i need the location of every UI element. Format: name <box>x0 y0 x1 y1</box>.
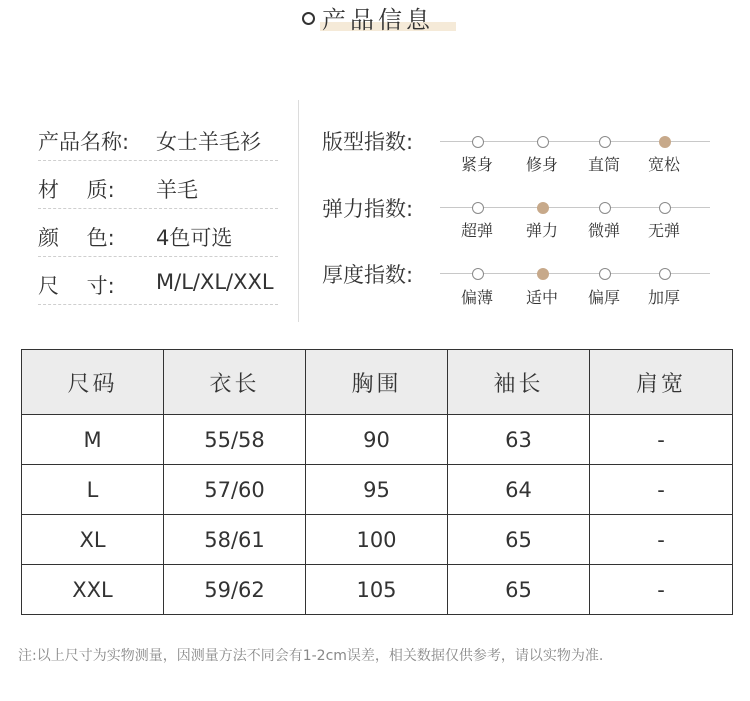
table-row <box>22 515 733 565</box>
table-cell: XL <box>22 515 164 565</box>
index-title: 厚度指数: <box>322 263 414 287</box>
table-row <box>22 465 733 515</box>
info-row-color <box>38 212 278 257</box>
info-value: 4色可选 <box>156 226 233 250</box>
table-cell: 64 <box>448 465 590 515</box>
table-cell: 58/61 <box>164 515 306 565</box>
table-cell: 100 <box>306 515 448 565</box>
index-option: 宽松 <box>647 155 680 174</box>
table-header-row <box>22 350 733 415</box>
table-cell: 55/58 <box>164 415 306 465</box>
index-option: 加厚 <box>647 288 680 307</box>
info-row-name <box>38 116 278 161</box>
index-title: 版型指数: <box>322 130 414 154</box>
table-cell: 90 <box>306 415 448 465</box>
index-option: 偏厚 <box>587 288 620 307</box>
table-cell: L <box>22 465 164 515</box>
size-table <box>21 349 733 615</box>
index-title: 弹力指数: <box>322 197 414 221</box>
table-cell: - <box>590 415 733 465</box>
index-dot <box>472 136 484 148</box>
table-cell: - <box>590 565 733 615</box>
index-dot <box>537 202 549 214</box>
index-dot <box>599 268 611 280</box>
table-cell: XXL <box>22 565 164 615</box>
index-option: 偏薄 <box>460 288 493 307</box>
info-label: 尺 寸: <box>38 274 115 298</box>
table-cell: 59/62 <box>164 565 306 615</box>
info-label: 颜 色: <box>38 226 115 250</box>
info-row-material <box>38 164 278 209</box>
index-dot <box>599 202 611 214</box>
index-option: 超弹 <box>460 221 493 240</box>
index-dot <box>537 136 549 148</box>
footnote: 注:以上尺寸为实物测量，因测量方法不同会有1-2cm误差，相关数据仅供参考，请以实物为准. <box>18 648 604 664</box>
info-value: 女士羊毛衫 <box>156 130 261 154</box>
info-value: 羊毛 <box>156 178 198 202</box>
table-cell: 57/60 <box>164 465 306 515</box>
table-cell: 65 <box>448 565 590 615</box>
info-label: 材 质: <box>38 178 115 202</box>
table-header-cell: 袖长 <box>448 350 590 415</box>
table-cell: 105 <box>306 565 448 615</box>
index-dot <box>599 136 611 148</box>
info-row-size <box>38 260 278 305</box>
table-cell: 65 <box>448 515 590 565</box>
table-header-cell: 尺码 <box>22 350 164 415</box>
index-option: 适中 <box>525 288 558 307</box>
table-cell: - <box>590 465 733 515</box>
index-option: 直筒 <box>587 155 620 174</box>
table-header-cell: 衣长 <box>164 350 306 415</box>
page-title: 产品信息 <box>322 6 434 34</box>
info-label: 产品名称: <box>38 130 130 154</box>
table-row <box>22 565 733 615</box>
index-dot <box>537 268 549 280</box>
table-cell: 95 <box>306 465 448 515</box>
circle-icon <box>302 12 315 25</box>
info-value: M/L/XL/XXL <box>156 270 274 294</box>
table-cell: M <box>22 415 164 465</box>
table-cell: 63 <box>448 415 590 465</box>
index-option: 弹力 <box>525 221 558 240</box>
index-option: 紧身 <box>460 155 493 174</box>
vertical-divider <box>298 100 299 322</box>
index-option: 无弹 <box>647 221 680 240</box>
table-cell: - <box>590 515 733 565</box>
table-header-cell: 肩宽 <box>590 350 733 415</box>
index-dot <box>659 268 671 280</box>
index-option: 微弹 <box>587 221 620 240</box>
table-header-cell: 胸围 <box>306 350 448 415</box>
table-row <box>22 415 733 465</box>
index-dot <box>659 202 671 214</box>
index-dot <box>472 202 484 214</box>
index-dot <box>659 136 671 148</box>
index-dot <box>472 268 484 280</box>
index-option: 修身 <box>525 155 558 174</box>
